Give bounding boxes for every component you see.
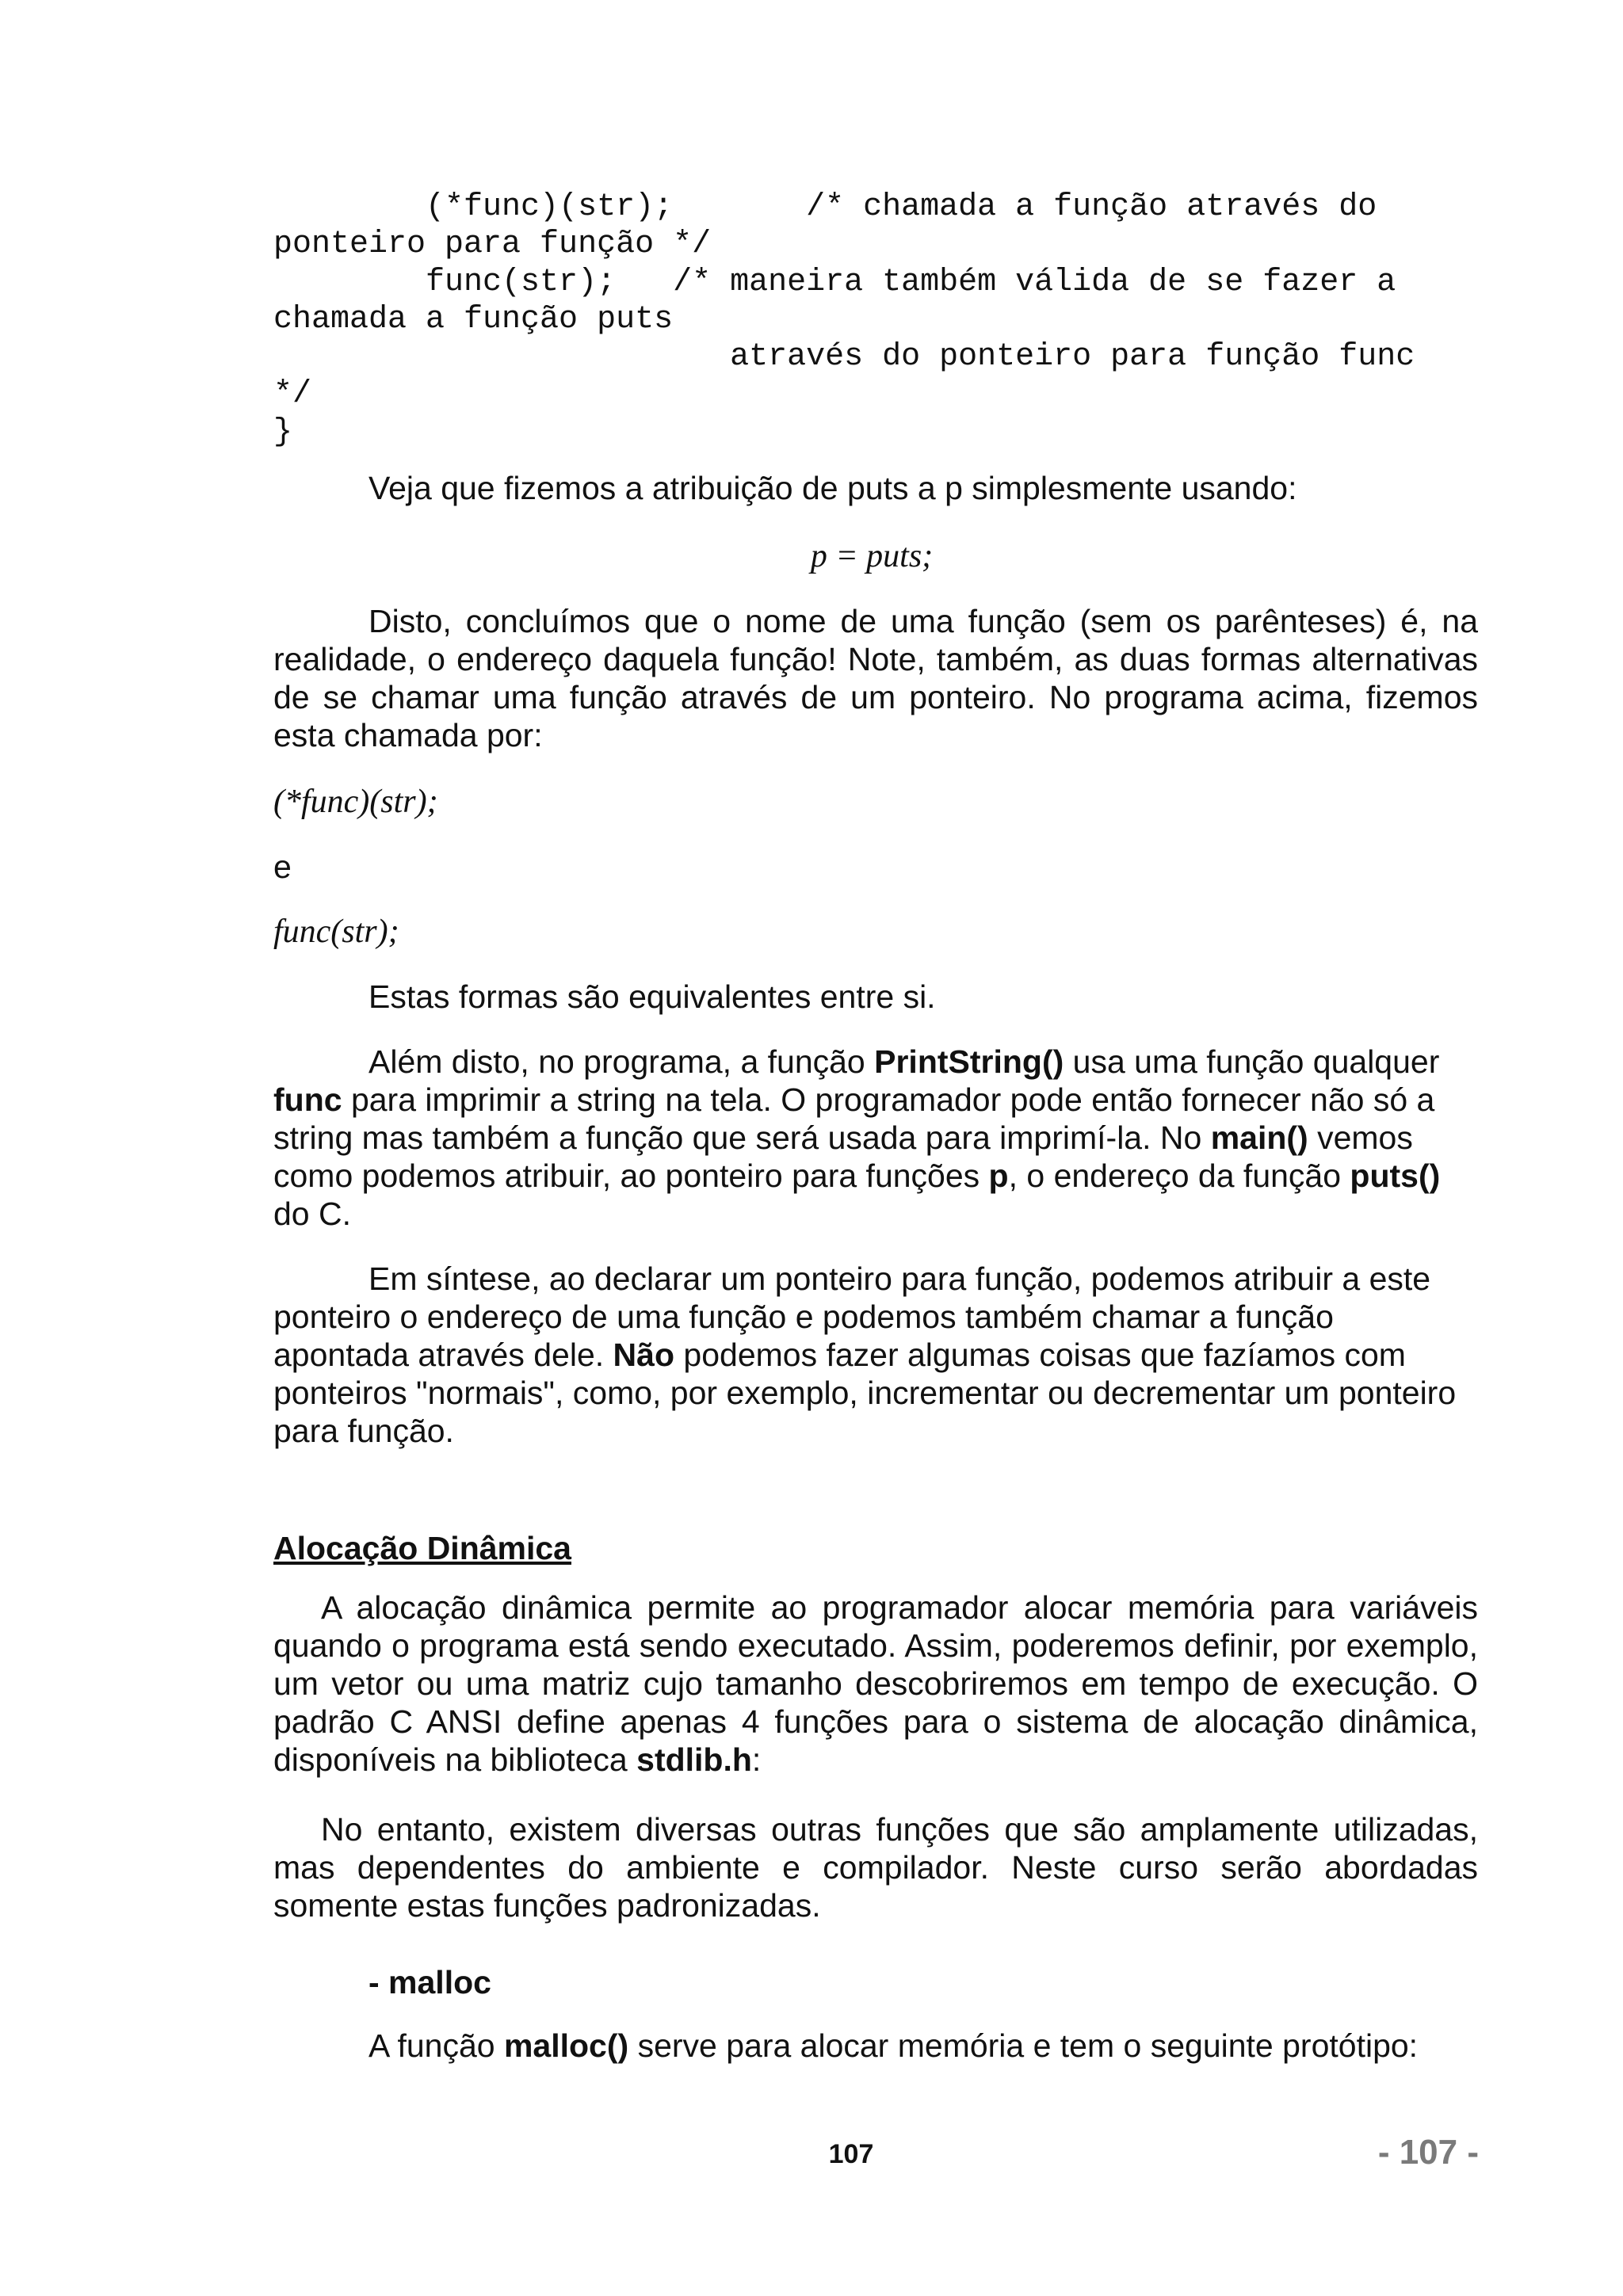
code-expression-p-puts: p = puts; [810,538,934,574]
text-run: usa uma função qualquer [1064,1043,1440,1080]
page-number-decorated: - 107 - [1377,2133,1479,2172]
text-run: podemos fazer algumas coisas que fazíamos com ponteiros "normais", como, por exemplo, incrementar ou decrementar um ponteiro para função. [273,1337,1457,1449]
text-run: do C. [273,1196,351,1232]
paragraph-entanto: No entanto, existem diversas outras funções que são amplamente utilizadas, mas dependentes do ambiente e compilador. Neste curso serão abordadas somente estas funções padronizadas. [273,1811,1478,1924]
paragraph-alem [273,1043,1478,1233]
bold-term-main: main() [1210,1119,1308,1156]
text-run: A função [369,2027,504,2064]
text-run: vemos como podemos atribuir, ao ponteiro para funções [273,1119,1413,1194]
bold-term-printstring: PrintString() [874,1043,1064,1080]
page-number: 107 [828,2139,874,2169]
code-line: chamada a função puts [273,301,674,338]
code-expression-func-deref: (*func)(str); [273,784,438,820]
text-run: Em síntese, ao declarar um ponteiro para função, podemos atribuir a este ponteiro o endereço de uma função e podemos também chamar a função apontada através dele. [273,1261,1431,1373]
text-run: , o endereço da função [1008,1158,1350,1194]
bold-term-puts: puts() [1350,1158,1441,1194]
bold-term-func: func [273,1081,342,1118]
text-run: Além disto, no programa, a função [369,1043,875,1080]
section-heading-alocacao: Alocação Dinâmica [273,1530,571,1566]
paragraph-sintese [273,1260,1478,1450]
paragraph-estas: Estas formas são equivalentes entre si. [369,978,936,1015]
conjunction-text: e [273,849,292,885]
code-line: através do ponteiro para função func [273,339,1415,376]
text-run: serve para alocar memória e tem o seguinte protótipo: [628,2027,1419,2064]
paragraph-malloc [369,2027,1478,2065]
code-line: */ [273,376,312,413]
code-expression-func-direct: func(str); [273,913,399,950]
bold-term-p: p [988,1158,1009,1194]
bold-term-nao: Não [613,1337,675,1373]
paragraph-alocacao [273,1589,1478,1779]
paragraph-veja: Veja que fizemos a atribuição de puts a p simplesmente usando: [369,470,1297,506]
code-line: } [273,414,293,450]
text-run: : [751,1741,762,1778]
code-block [273,189,1502,451]
code-line: func(str); /* maneira também válida de se fazer a [273,264,1396,300]
bold-term-malloc: malloc() [503,2027,629,2064]
code-line: (*func)(str); /* chamada a função através do [273,189,1377,225]
subheading-malloc: - malloc [369,1964,491,2000]
paragraph-disto: Disto, concluímos que o nome de uma função (sem os parênteses) é, na realidade, o endereço daquela função! Note, também, as duas formas alternativas de se chamar uma função através de um ponteiro. No programa acima, fizemos esta chamada por: [273,603,1478,753]
bold-term-stdlib: stdlib.h [636,1741,752,1778]
text-run: para imprimir a string na tela. O programador pode então fornecer não só a string mas também a função que será usada para imprimí-la. No [273,1081,1435,1156]
text-run: A alocação dinâmica permite ao programador alocar memória para variáveis quando o programa está sendo executado. Assim, poderemos definir, por exemplo, um vetor ou uma matriz cujo tamanho descobriremos em tempo de execução. O padrão C ANSI define apenas 4 funções para o sistema de alocação dinâmica, disponíveis na biblioteca [273,1589,1478,1778]
code-line: ponteiro para função */ [273,227,712,263]
